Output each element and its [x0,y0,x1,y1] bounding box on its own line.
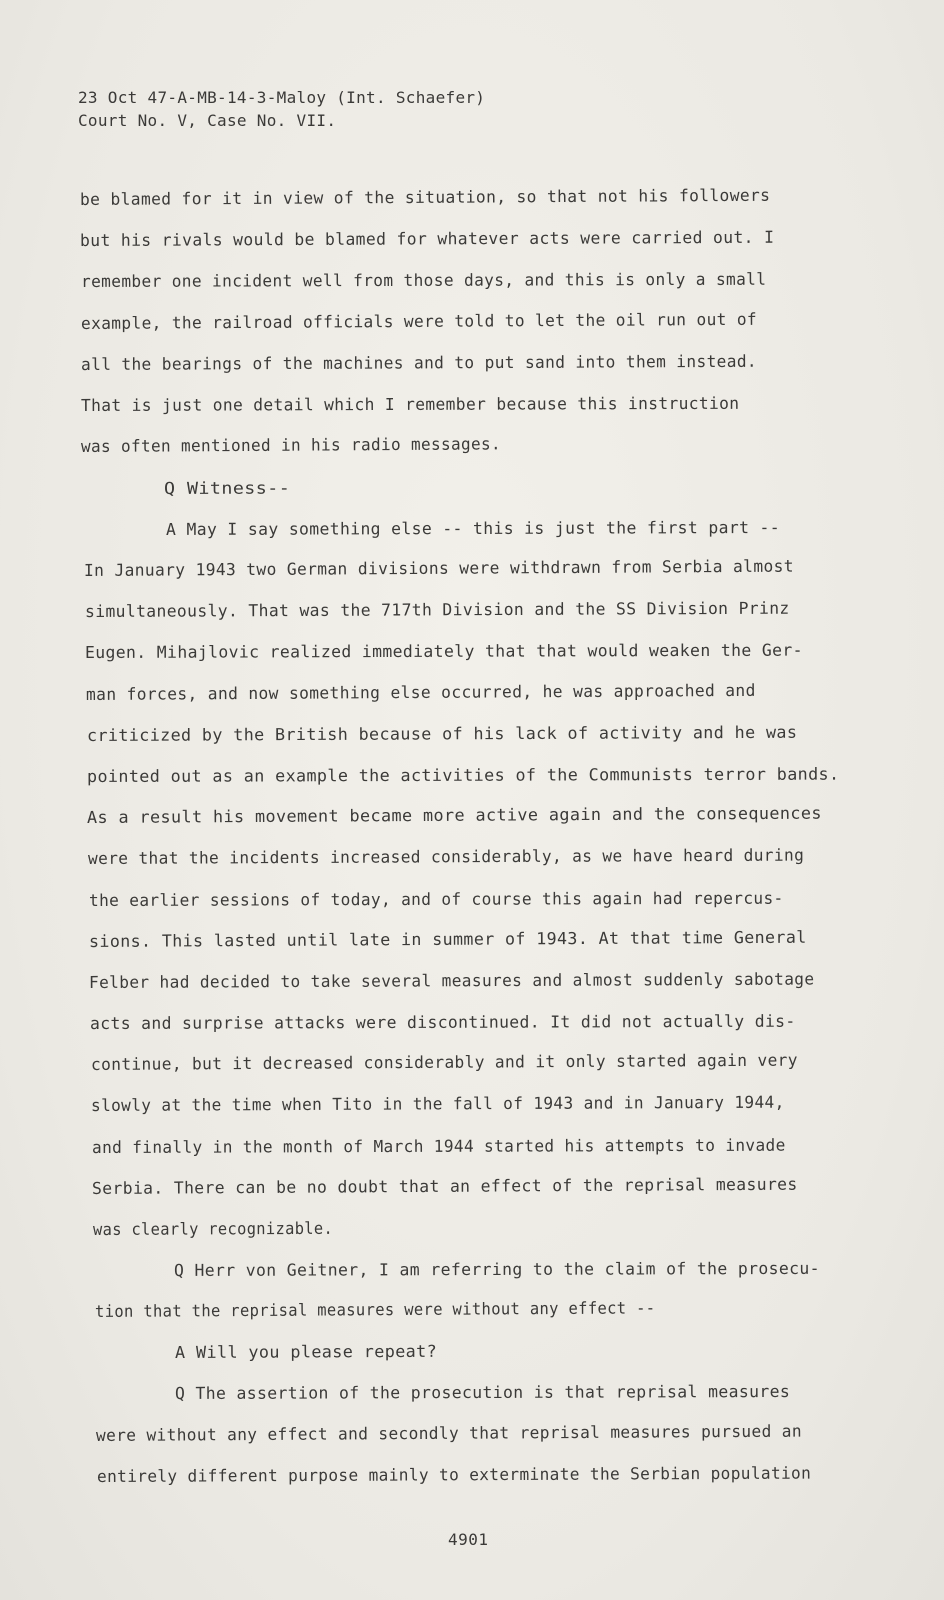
text-line: were that the incidents increased considerably, as we have heard during [87,845,805,868]
header-line-2: Court No. V, Case No. VII. [78,111,337,130]
text-line: slowly at the time when Tito in the fall of 1943 and in January 1944, [90,1092,785,1115]
text-line: example, the railroad officials were told to let the oil run out of [80,309,758,333]
text-line: pointed out as an example the activities of the Communists terror bands. [86,764,840,786]
text-line: As a result his movement became more active again and the consequences [86,803,822,827]
text-line: Q Witness-- [163,478,291,498]
document-header [78,86,485,132]
text-line: Q The assertion of the prosecution is that reprisal measures [174,1381,791,1403]
text-line: A May I say something else -- this is just the first part -- [165,517,781,539]
text-line: sions. This lasted until late in summer of 1943. At that time General [88,927,807,951]
text-line: remember one incident well from those days, and this is only a small [80,269,767,291]
header-line-1: 23 Oct 47-A-MB-14-3-Maloy (Int. Schaefer) [78,88,486,107]
page-number: 4901 [448,1530,489,1549]
text-line: continue, but it decreased considerably and it only started again very [90,1050,798,1074]
text-line: simultaneously. That was the 717th Division and the SS Division Prinz [84,598,790,621]
text-line: all the bearings of the machines and to put sand into them instead. [80,351,758,374]
text-line: acts and surprise attacks were discontinued. It did not actually dis- [89,1011,796,1033]
text-line: but his rivals would be blamed for whatever acts were carried out. I [79,227,775,250]
text-line: A Will you please repeat? [174,1341,438,1362]
text-line: be blamed for it in view of the situation, so that not his followers [79,185,771,209]
text-line: criticized by the British because of his lack of activity and he was [86,722,798,745]
text-line: man forces, and now something else occurred, he was approached and [85,680,756,704]
text-line: That is just one detail which I remember because this instruction [80,393,740,415]
text-line: were without any effect and secondly that reprisal measures pursued an [95,1421,802,1445]
text-line: Serbia. There can be no doubt that an effect of the reprisal measures [91,1174,798,1198]
text-line: was often mentioned in his radio messages. [80,434,501,456]
text-line: Felber had decided to take several measures and almost suddenly sabotage [88,969,815,992]
text-line: the earlier sessions of today, and of course this again had repercus- [88,888,784,910]
text-line: Q Herr von Geitner, I am referring to the claim of the prosecu- [173,1258,820,1280]
text-line: entirely different purpose mainly to exterminate the Serbian population [96,1463,812,1486]
text-line: Eugen. Mihajlovic realized immediately that that would weaken the Ger- [84,640,803,662]
text-line: In January 1943 two German divisions were withdrawn from Serbia almost [83,556,794,580]
text-line: and finally in the month of March 1944 started his attempts to invade [91,1135,786,1157]
text-line: tion that the reprisal measures were without any effect -- [94,1298,656,1321]
text-line: was clearly recognizable. [92,1218,334,1239]
